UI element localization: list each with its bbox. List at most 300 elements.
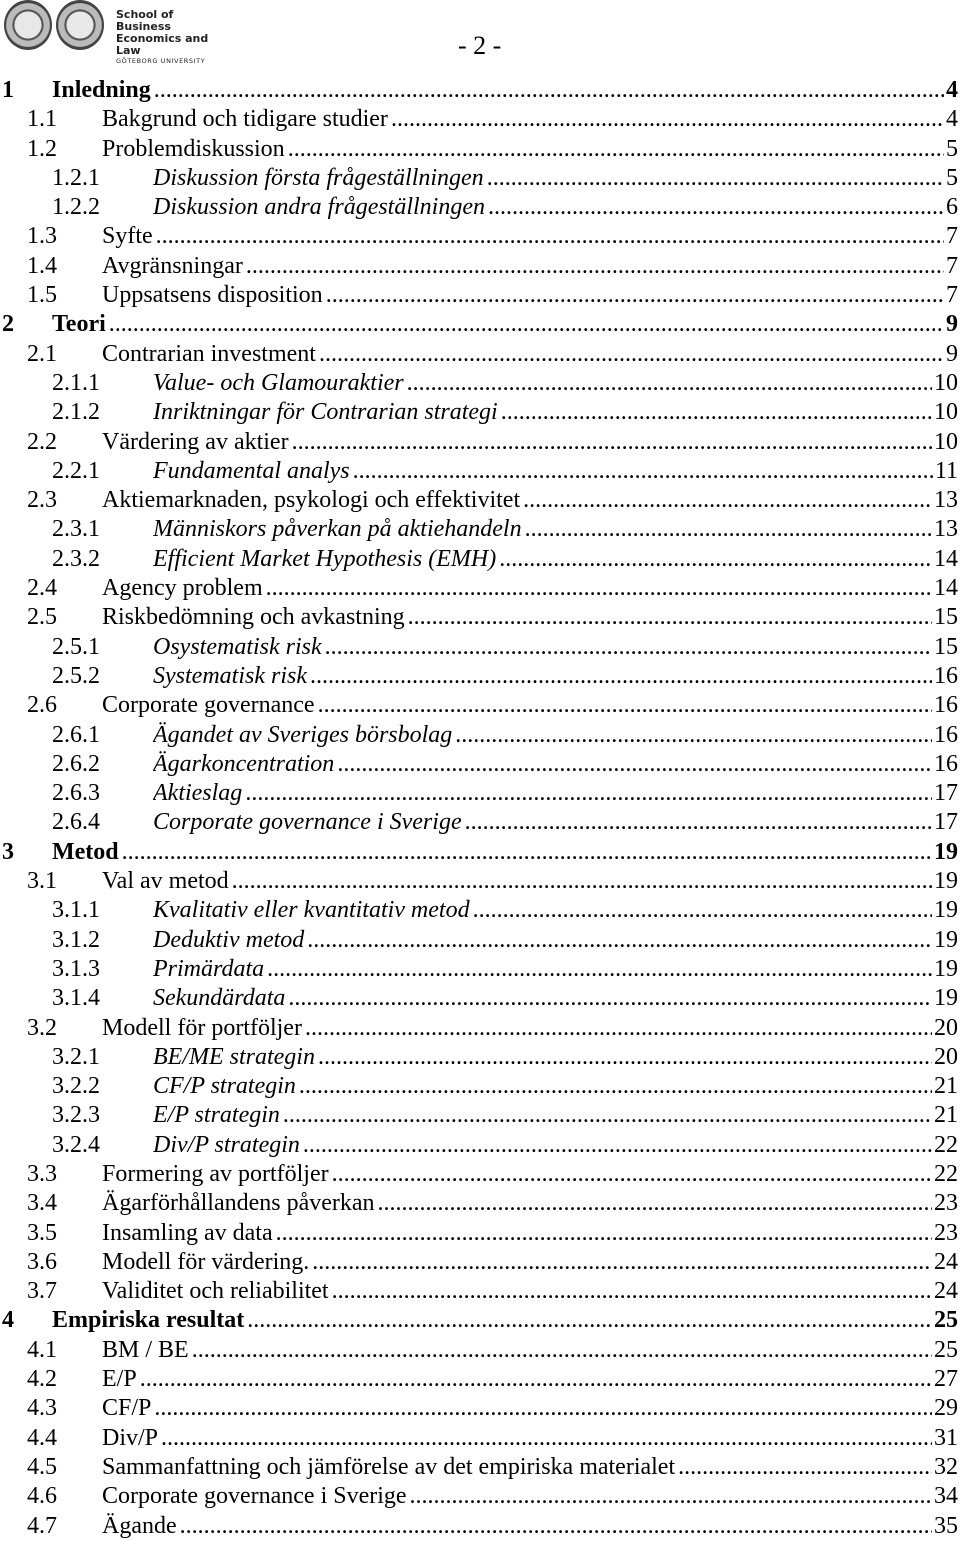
- toc-entry-page[interactable]: 15: [934, 604, 958, 631]
- toc-entry-title[interactable]: Aktieslag: [153, 780, 243, 807]
- toc-entry-page[interactable]: 23: [934, 1190, 958, 1217]
- toc-entry-number: 1.2.1: [52, 164, 100, 191]
- toc-entry-title[interactable]: Ägandet av Sveriges börsbolag: [153, 721, 453, 748]
- toc-entry-line: [102, 252, 960, 281]
- toc-entry-number: 3.2.4: [52, 1131, 100, 1158]
- toc-entry-line: [153, 1072, 960, 1101]
- toc-entry-number: 3.7: [27, 1278, 57, 1305]
- toc-entry-number: 1.1: [27, 106, 57, 133]
- toc-entry[interactable]: [0, 574, 960, 603]
- toc-entry[interactable]: [0, 545, 960, 574]
- toc-entry[interactable]: [0, 1014, 960, 1043]
- dot-leader: [353, 457, 933, 486]
- dot-leader: [407, 369, 932, 398]
- toc-entry-number: 3.1.4: [52, 985, 100, 1012]
- toc-entry-number: 3.2.3: [52, 1102, 100, 1129]
- toc-entry-title[interactable]: Ägarförhållandens påverkan: [102, 1190, 375, 1217]
- toc-entry-line: [153, 398, 960, 427]
- toc-entry-number: 2.4: [27, 575, 57, 602]
- dot-leader: [292, 428, 932, 457]
- dot-leader: [109, 310, 944, 339]
- dot-leader: [332, 1160, 932, 1189]
- toc-entry-line: [153, 896, 960, 925]
- dot-leader: [180, 1512, 932, 1541]
- toc-entry[interactable]: [0, 76, 960, 105]
- toc-entry[interactable]: [0, 896, 960, 925]
- dot-leader: [499, 545, 932, 574]
- toc-entry-title[interactable]: Riskbedömning och avkastning: [102, 604, 405, 631]
- toc-entry-title[interactable]: Ägande: [102, 1512, 177, 1539]
- toc-entry-number: 3.2.1: [52, 1043, 100, 1070]
- dot-leader: [247, 1306, 932, 1335]
- toc-entry-title[interactable]: Modell för portföljer: [102, 1014, 302, 1041]
- toc-entry-title[interactable]: Osystematisk risk: [153, 633, 322, 660]
- toc-entry[interactable]: [0, 164, 960, 193]
- toc-entry-page[interactable]: 27: [934, 1366, 958, 1393]
- toc-entry-title[interactable]: Validitet och reliabilitet: [102, 1278, 329, 1305]
- toc-entry[interactable]: [0, 1189, 960, 1218]
- toc-entry-number: 4.7: [27, 1512, 57, 1539]
- toc-entry-line: [102, 1014, 960, 1043]
- toc-entry-title[interactable]: Aktiemarknaden, psykologi och effektivitet: [102, 487, 521, 514]
- dot-leader: [319, 340, 944, 369]
- dot-leader: [318, 691, 932, 720]
- dot-leader: [299, 1072, 932, 1101]
- toc-entry-page[interactable]: 16: [934, 662, 958, 689]
- toc-entry-line: [102, 1424, 960, 1453]
- toc-entry-line: [102, 867, 960, 896]
- toc-entry[interactable]: [0, 310, 960, 339]
- toc-entry-number: 2.2.1: [52, 457, 100, 484]
- toc-entry-title[interactable]: Sekundärdata: [153, 985, 286, 1012]
- dot-leader: [318, 1043, 932, 1072]
- toc-entry-line: [102, 340, 960, 369]
- toc-entry-page[interactable]: 31: [934, 1424, 958, 1451]
- university-seal-icon: [4, 0, 52, 50]
- toc-entry-title[interactable]: Deduktiv metod: [153, 926, 305, 953]
- toc-entry-number: 4.4: [27, 1424, 57, 1451]
- toc-entry-number: 2.6.1: [52, 721, 100, 748]
- toc-entry-page[interactable]: 21: [934, 1073, 958, 1100]
- toc-entry-number: 1.2.2: [52, 194, 100, 221]
- dot-leader: [525, 515, 932, 544]
- toc-entry-number: 3.1.3: [52, 955, 100, 982]
- toc-entry-line: [102, 1482, 960, 1511]
- toc-entry-title[interactable]: E/P: [102, 1366, 137, 1393]
- dot-leader: [487, 164, 944, 193]
- toc-entry-title[interactable]: Uppsatsens disposition: [102, 282, 323, 309]
- toc-entry-page[interactable]: 35: [934, 1512, 958, 1539]
- toc-entry[interactable]: [0, 955, 960, 984]
- toc-entry-page[interactable]: 25: [934, 1307, 958, 1334]
- toc-entry-page[interactable]: 5: [946, 135, 958, 162]
- toc-entry-line: [102, 281, 960, 310]
- toc-entry-line: [102, 1394, 960, 1423]
- toc-entry-line: [102, 1277, 960, 1306]
- dot-leader: [156, 222, 944, 251]
- toc-entry-page[interactable]: 10: [934, 369, 958, 396]
- toc-entry-title[interactable]: Div/P: [102, 1424, 159, 1451]
- toc-entry[interactable]: [0, 984, 960, 1013]
- toc-entry-line: [102, 428, 960, 457]
- toc-entry-line: [102, 1248, 960, 1277]
- toc-entry-page[interactable]: 11: [934, 457, 958, 484]
- toc-entry[interactable]: [0, 750, 960, 779]
- toc-entry-number: 3.5: [27, 1219, 57, 1246]
- toc-entry-number: 2.1: [27, 340, 57, 367]
- toc-entry-page[interactable]: 25: [934, 1336, 958, 1363]
- dot-leader: [326, 281, 944, 310]
- toc-entry[interactable]: [0, 721, 960, 750]
- dot-leader: [140, 1365, 932, 1394]
- toc-entry-title[interactable]: Corporate governance: [102, 692, 315, 719]
- toc-entry-number: 3.4: [27, 1190, 57, 1217]
- toc-entry-title[interactable]: E/P strategin: [153, 1102, 280, 1129]
- toc-entry-number: 3.2: [27, 1014, 57, 1041]
- toc-entry-line: [153, 750, 960, 779]
- toc-entry-number: 4.2: [27, 1366, 57, 1393]
- school-name: [116, 9, 220, 66]
- toc-entry[interactable]: [0, 779, 960, 808]
- dot-leader: [154, 1394, 932, 1423]
- toc-entry-number: 2.6: [27, 692, 57, 719]
- toc-entry[interactable]: [0, 252, 960, 281]
- toc-entry-line: [102, 574, 960, 603]
- toc-entry-line: [102, 1189, 960, 1218]
- toc-entry[interactable]: [0, 1043, 960, 1072]
- toc-entry-number: 2.3: [27, 487, 57, 514]
- toc-entry-number: 4: [2, 1307, 14, 1334]
- toc-entry[interactable]: [0, 486, 960, 515]
- dot-leader: [232, 867, 932, 896]
- toc-entry-title[interactable]: Värdering av aktier: [102, 428, 289, 455]
- dot-leader: [276, 1219, 932, 1248]
- toc-entry-title[interactable]: Div/P strategin: [153, 1131, 300, 1158]
- toc-entry-line: [102, 135, 960, 164]
- toc-entry[interactable]: [0, 1365, 960, 1394]
- toc-entry[interactable]: [0, 1512, 960, 1541]
- dot-leader: [378, 1189, 932, 1218]
- toc-entry-title[interactable]: Insamling av data: [102, 1219, 273, 1246]
- toc-entry-line: [153, 779, 960, 808]
- dot-leader: [288, 135, 944, 164]
- toc-entry-title[interactable]: Metod: [52, 838, 119, 865]
- toc-entry-line: [102, 222, 960, 251]
- toc-entry-page[interactable]: 24: [934, 1248, 958, 1275]
- toc-entry-line: [153, 926, 960, 955]
- toc-entry[interactable]: [0, 867, 960, 896]
- dot-leader: [154, 76, 944, 105]
- dot-leader: [305, 1014, 932, 1043]
- toc-entry-page[interactable]: 23: [934, 1219, 958, 1246]
- toc-entry-page[interactable]: 14: [934, 575, 958, 602]
- toc-entry-title[interactable]: Sammanfattning och jämförelse av det empiriska materialet: [102, 1453, 676, 1480]
- toc-entry[interactable]: [0, 603, 960, 632]
- table-of-contents: [0, 76, 960, 1541]
- toc-entry-title[interactable]: Kvalitativ eller kvantitativ metod: [153, 897, 470, 924]
- toc-entry-number: 2.6.2: [52, 750, 100, 777]
- toc-entry-title[interactable]: CF/P strategin: [153, 1073, 296, 1100]
- toc-entry-page[interactable]: 17: [934, 809, 958, 836]
- toc-entry[interactable]: [0, 1482, 960, 1511]
- dot-leader: [283, 1101, 932, 1130]
- dot-leader: [307, 926, 932, 955]
- dot-leader: [245, 779, 932, 808]
- toc-entry-title[interactable]: Inledning: [52, 77, 151, 103]
- dot-leader: [325, 633, 932, 662]
- school-seal-icon: [56, 0, 104, 50]
- toc-entry-number: 2.3.1: [52, 516, 100, 543]
- dot-leader: [161, 1424, 932, 1453]
- toc-entry-number: 1.5: [27, 282, 57, 309]
- toc-entry-line: [153, 1101, 960, 1130]
- toc-entry-page[interactable]: 10: [934, 428, 958, 455]
- toc-entry[interactable]: [0, 838, 960, 867]
- toc-entry-page[interactable]: 21: [934, 1102, 958, 1129]
- toc-entry-page[interactable]: 4: [946, 106, 958, 133]
- toc-entry-page[interactable]: 9: [946, 311, 958, 338]
- toc-entry-line: [52, 1306, 960, 1335]
- toc-entry-title[interactable]: Människors påverkan på aktiehandeln: [153, 516, 522, 543]
- toc-entry-page[interactable]: 17: [934, 780, 958, 807]
- toc-entry[interactable]: [0, 398, 960, 427]
- toc-entry-page[interactable]: 13: [934, 487, 958, 514]
- toc-entry-number: 4.6: [27, 1483, 57, 1510]
- toc-entry-page[interactable]: 9: [946, 340, 958, 367]
- dot-leader: [192, 1336, 932, 1365]
- toc-entry-number: 4.3: [27, 1395, 57, 1422]
- toc-entry-number: 1: [2, 77, 14, 103]
- dot-leader: [678, 1453, 932, 1482]
- toc-entry-title[interactable]: Empiriska resultat: [52, 1307, 245, 1334]
- toc-entry-page[interactable]: 19: [934, 868, 958, 895]
- toc-entry-page[interactable]: 5: [946, 164, 958, 191]
- toc-entry-page[interactable]: 10: [934, 399, 958, 426]
- toc-entry-number: 1.3: [27, 223, 57, 250]
- toc-entry-line: [153, 633, 960, 662]
- dot-leader: [246, 252, 944, 281]
- toc-entry-page[interactable]: 19: [934, 985, 958, 1012]
- toc-entry-title[interactable]: Fundamental analys: [153, 457, 350, 484]
- dot-leader: [408, 603, 932, 632]
- toc-entry-line: [102, 1453, 960, 1482]
- toc-entry[interactable]: [0, 926, 960, 955]
- toc-entry-number: 3.2.2: [52, 1073, 100, 1100]
- dot-leader: [266, 574, 932, 603]
- toc-entry-number: 2.1.1: [52, 369, 100, 396]
- toc-entry-line: [153, 1131, 960, 1160]
- toc-entry[interactable]: [0, 281, 960, 310]
- toc-entry-title[interactable]: Syfte: [102, 223, 153, 250]
- dot-leader: [303, 1131, 932, 1160]
- toc-entry-title[interactable]: Diskussion första frågeställningen: [153, 164, 484, 191]
- toc-entry-page[interactable]: 16: [934, 721, 958, 748]
- toc-entry-number: 2.2: [27, 428, 57, 455]
- toc-entry-title[interactable]: Inriktningar för Contrarian strategi: [153, 399, 498, 426]
- toc-entry-line: [153, 545, 960, 574]
- toc-entry[interactable]: [0, 222, 960, 251]
- dot-leader: [391, 105, 944, 134]
- toc-entry-title[interactable]: Problemdiskussion: [102, 135, 285, 162]
- toc-entry-page[interactable]: 29: [934, 1395, 958, 1422]
- toc-entry-page[interactable]: 22: [934, 1131, 958, 1158]
- toc-entry-line: [52, 838, 960, 867]
- toc-entry[interactable]: [0, 515, 960, 544]
- toc-entry[interactable]: [0, 1248, 960, 1277]
- toc-entry-line: [153, 721, 960, 750]
- toc-entry-number: 2.5: [27, 604, 57, 631]
- toc-entry-number: 2.6.4: [52, 809, 100, 836]
- toc-entry-page[interactable]: 4: [946, 77, 958, 103]
- toc-entry-number: 2.1.2: [52, 399, 100, 426]
- dot-leader: [310, 662, 932, 691]
- toc-entry-line: [102, 1512, 960, 1541]
- toc-entry-page[interactable]: 19: [934, 897, 958, 924]
- toc-entry-number: 2.6.3: [52, 780, 100, 807]
- toc-entry-title[interactable]: Diskussion andra frågeställningen: [153, 194, 486, 221]
- toc-entry-title[interactable]: CF/P: [102, 1395, 152, 1422]
- toc-entry-page[interactable]: 13: [934, 516, 958, 543]
- toc-entry-page[interactable]: 20: [934, 1043, 958, 1070]
- toc-entry-page[interactable]: 32: [934, 1453, 958, 1480]
- toc-entry-line: [153, 164, 960, 193]
- school-name-line2: Economics and Law: [116, 32, 209, 57]
- toc-entry-title[interactable]: Formering av portföljer: [102, 1160, 329, 1187]
- toc-entry-number: 3.1.1: [52, 897, 100, 924]
- dot-leader: [501, 398, 932, 427]
- dot-leader: [455, 721, 932, 750]
- toc-entry[interactable]: [0, 369, 960, 398]
- toc-entry-line: [102, 1219, 960, 1248]
- toc-entry-number: 1.2: [27, 135, 57, 162]
- toc-entry[interactable]: [0, 340, 960, 369]
- toc-entry-page[interactable]: 19: [934, 955, 958, 982]
- toc-entry[interactable]: [0, 1072, 960, 1101]
- toc-entry-line: [153, 808, 960, 837]
- toc-entry-title[interactable]: Teori: [52, 311, 106, 338]
- dot-leader: [267, 955, 932, 984]
- toc-entry-page[interactable]: 7: [946, 282, 958, 309]
- toc-entry-page[interactable]: 19: [934, 838, 958, 865]
- toc-entry-title[interactable]: Corporate governance i Sverige: [102, 1483, 407, 1510]
- toc-entry-number: 2.5.1: [52, 633, 100, 660]
- toc-entry-title[interactable]: Bakgrund och tidigare studier: [102, 106, 388, 133]
- toc-entry-line: [102, 1365, 960, 1394]
- toc-entry-line: [153, 955, 960, 984]
- toc-entry[interactable]: [0, 1424, 960, 1453]
- toc-entry-page[interactable]: 7: [946, 252, 958, 279]
- toc-entry[interactable]: [0, 1336, 960, 1365]
- toc-entry-line: [102, 1336, 960, 1365]
- dot-leader: [410, 1482, 932, 1511]
- toc-entry-title[interactable]: Primärdata: [153, 955, 265, 982]
- toc-entry[interactable]: [0, 105, 960, 134]
- toc-entry-line: [102, 603, 960, 632]
- toc-entry[interactable]: [0, 457, 960, 486]
- toc-entry-title[interactable]: Agency problem: [102, 575, 263, 602]
- toc-entry-title[interactable]: Avgränsningar: [102, 252, 243, 279]
- dot-leader: [332, 1277, 932, 1306]
- toc-entry[interactable]: [0, 1219, 960, 1248]
- toc-entry-title[interactable]: Modell för värdering.: [102, 1248, 310, 1275]
- dot-leader: [523, 486, 932, 515]
- toc-entry-number: 4.1: [27, 1336, 57, 1363]
- toc-entry-page[interactable]: 14: [934, 545, 958, 572]
- toc-entry-title[interactable]: Val av metod: [102, 868, 229, 895]
- university-logo: [0, 0, 220, 65]
- toc-entry-line: [153, 984, 960, 1013]
- toc-entry-number: 2: [2, 311, 14, 338]
- toc-entry[interactable]: [0, 808, 960, 837]
- toc-entry-page[interactable]: 24: [934, 1278, 958, 1305]
- toc-entry[interactable]: [0, 1160, 960, 1189]
- toc-entry-page[interactable]: 22: [934, 1160, 958, 1187]
- school-name-line1: School of Business: [116, 8, 174, 33]
- toc-entry-page[interactable]: 15: [934, 633, 958, 660]
- toc-entry-title[interactable]: Value- och Glamouraktier: [153, 369, 404, 396]
- toc-entry-page[interactable]: 6: [946, 194, 958, 221]
- toc-entry-line: [102, 105, 960, 134]
- toc-entry[interactable]: [0, 633, 960, 662]
- toc-entry[interactable]: [0, 1101, 960, 1130]
- toc-entry-number: 4.5: [27, 1453, 57, 1480]
- toc-entry[interactable]: [0, 1453, 960, 1482]
- toc-entry-line: [52, 310, 960, 339]
- toc-entry[interactable]: [0, 1394, 960, 1423]
- toc-entry-page[interactable]: 20: [934, 1014, 958, 1041]
- school-name-line3: GÖTEBORG UNIVERSITY: [116, 57, 206, 65]
- toc-entry-page[interactable]: 7: [946, 223, 958, 250]
- toc-entry[interactable]: [0, 193, 960, 222]
- toc-entry-line: [102, 691, 960, 720]
- page-number: - 2 -: [458, 31, 502, 60]
- toc-entry-title[interactable]: Contrarian investment: [102, 340, 316, 367]
- toc-entry-line: [153, 193, 960, 222]
- toc-entry-title[interactable]: Corporate governance i Sverige: [153, 809, 462, 836]
- toc-entry-line: [153, 515, 960, 544]
- toc-entry-title[interactable]: Systematisk risk: [153, 662, 307, 689]
- toc-entry[interactable]: [0, 1131, 960, 1160]
- toc-entry-number: 2.5.2: [52, 662, 100, 689]
- toc-entry-title[interactable]: Efficient Market Hypothesis (EMH): [153, 545, 497, 572]
- toc-entry[interactable]: [0, 428, 960, 457]
- toc-entry-number: 1.4: [27, 252, 57, 279]
- toc-entry-number: 3.1.2: [52, 926, 100, 953]
- toc-entry[interactable]: [0, 135, 960, 164]
- toc-entry-line: [102, 486, 960, 515]
- dot-leader: [488, 193, 944, 222]
- toc-entry-page[interactable]: 16: [934, 750, 958, 777]
- toc-entry[interactable]: [0, 662, 960, 691]
- toc-entry-title[interactable]: Ägarkoncentration: [153, 750, 335, 777]
- toc-entry-page[interactable]: 19: [934, 926, 958, 953]
- toc-entry-line: [153, 662, 960, 691]
- toc-entry-page[interactable]: 34: [934, 1483, 958, 1510]
- toc-entry[interactable]: [0, 1306, 960, 1335]
- toc-entry-number: 3: [2, 838, 14, 865]
- toc-entry-page[interactable]: 16: [934, 692, 958, 719]
- toc-entry[interactable]: [0, 691, 960, 720]
- toc-entry-number: 3.1: [27, 868, 57, 895]
- toc-entry-title[interactable]: BE/ME strategin: [153, 1043, 315, 1070]
- dot-leader: [465, 808, 932, 837]
- toc-entry-line: [52, 76, 960, 105]
- toc-entry[interactable]: [0, 1277, 960, 1306]
- page-header: [0, 0, 960, 65]
- toc-entry-line: [153, 369, 960, 398]
- toc-entry-title[interactable]: BM / BE: [102, 1336, 189, 1363]
- dot-leader: [122, 838, 932, 867]
